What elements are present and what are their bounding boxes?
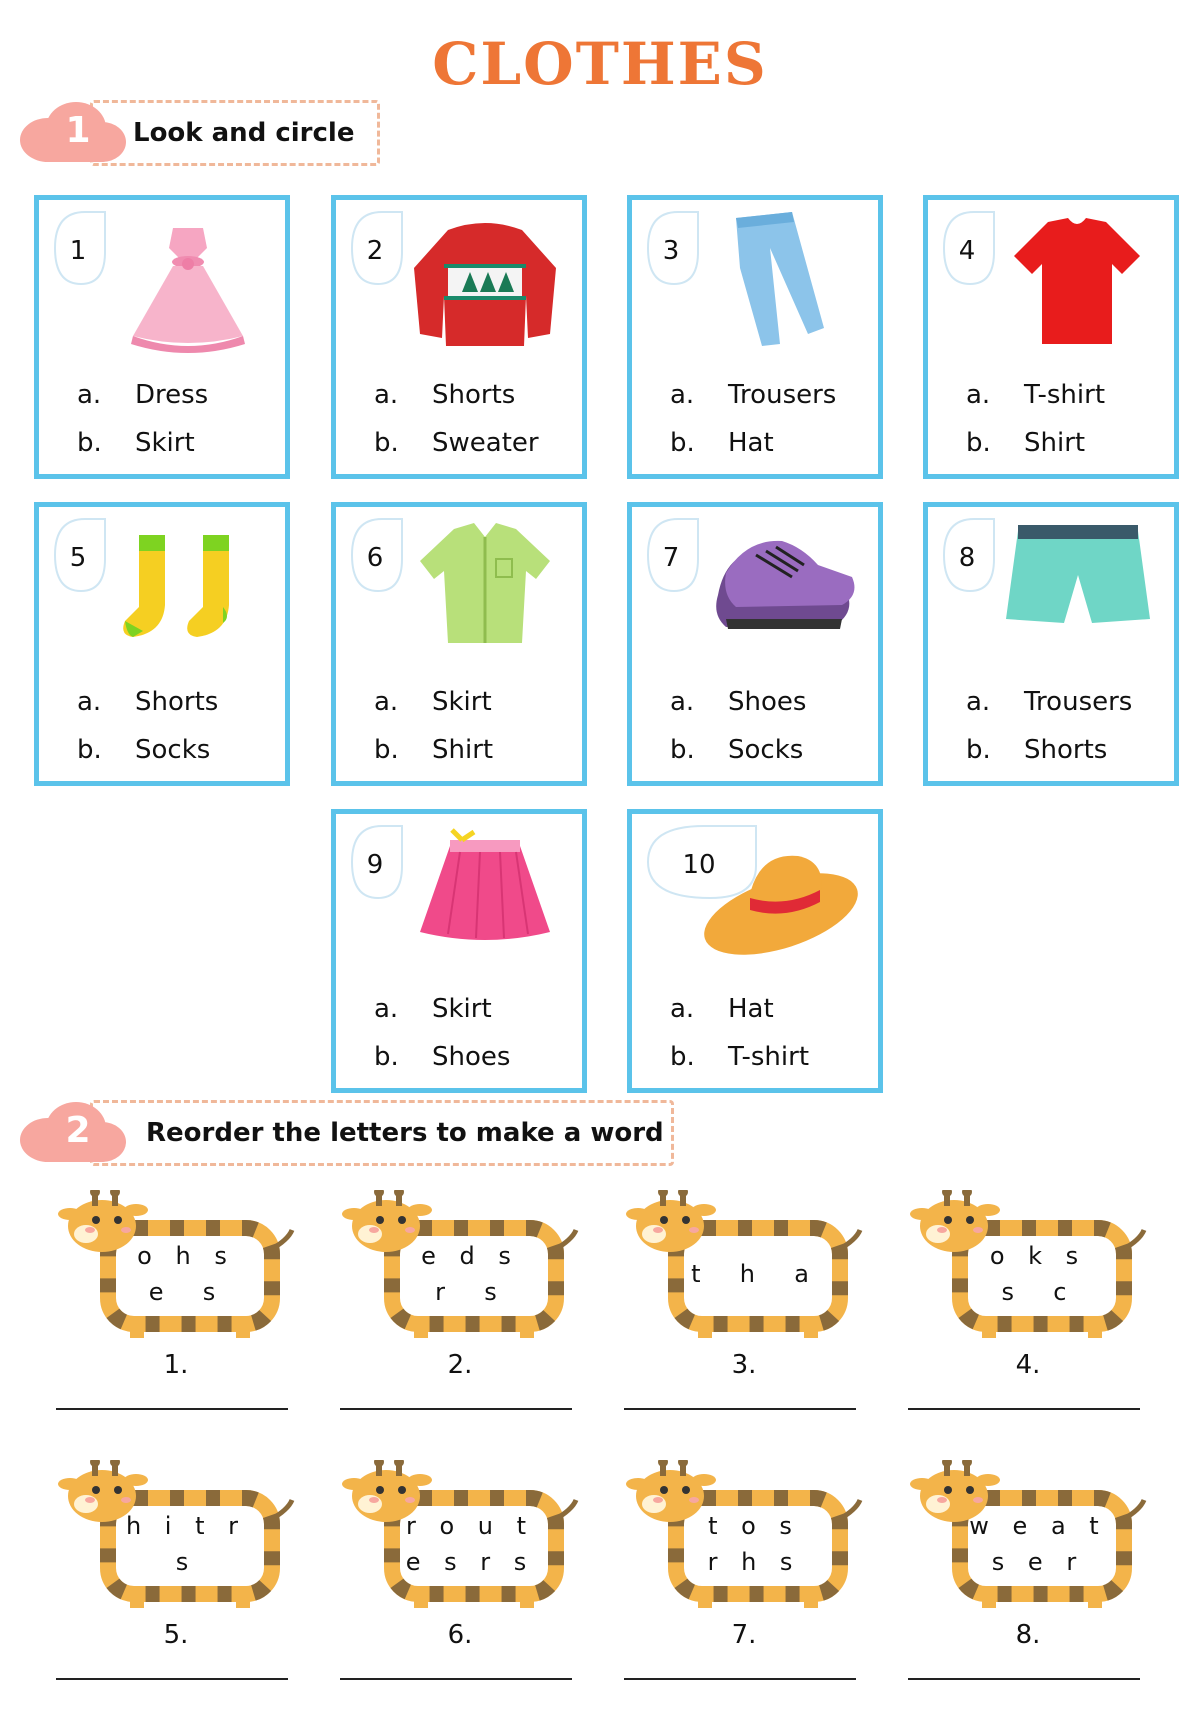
scrambled-letters-line-2: s: [175, 1548, 197, 1576]
option-letter: b.: [77, 735, 102, 765]
option-letter: a.: [374, 380, 399, 410]
reorder-item: [56, 1190, 296, 1450]
picture-card: [627, 195, 883, 479]
scrambled-letters-line-1: o h s: [137, 1242, 235, 1270]
scrambled-letters-line-1: t h a: [691, 1260, 817, 1288]
answer-line[interactable]: [908, 1678, 1140, 1680]
card-number: 6: [366, 543, 384, 573]
scrambled-letters-line-1: t o s: [708, 1512, 800, 1540]
option-word: T-shirt: [728, 1042, 810, 1072]
reorder-item: [624, 1190, 864, 1450]
option-letter: b.: [374, 1042, 399, 1072]
answer-line[interactable]: [340, 1678, 572, 1680]
option-letter: a.: [670, 994, 695, 1024]
reorder-item: [624, 1460, 864, 1720]
yellow-socks-icon: [103, 515, 273, 665]
option-word: Trousers: [1024, 687, 1133, 717]
picture-card: [923, 195, 1179, 479]
scrambled-letters-line-2: s e r: [991, 1548, 1085, 1576]
pink-dress-icon: [103, 208, 273, 358]
option-word: Shirt: [432, 735, 494, 765]
option-word: T-shirt: [1024, 380, 1106, 410]
scrambled-letters-line-2: r h s: [707, 1548, 801, 1576]
option-word: Hat: [728, 428, 774, 458]
option-letter: b.: [77, 428, 102, 458]
red-tshirt-icon: [992, 208, 1162, 358]
option-word: Skirt: [135, 428, 195, 458]
option-letter: a.: [670, 380, 695, 410]
answer-line[interactable]: [340, 1408, 572, 1410]
option-letter: b.: [374, 735, 399, 765]
option-word: Trousers: [728, 380, 837, 410]
page-title: CLOTHES: [432, 30, 768, 98]
scrambled-letters-line-2: e s r s: [405, 1548, 535, 1576]
option-word: Sweater: [432, 428, 539, 458]
option-letter: a.: [966, 687, 991, 717]
picture-card: [923, 502, 1179, 786]
item-number: 1.: [163, 1350, 189, 1380]
item-number: 2.: [447, 1350, 473, 1380]
option-letter: b.: [374, 428, 399, 458]
section-number: 2: [65, 1110, 91, 1151]
item-number: 6.: [447, 1620, 473, 1650]
card-number: 8: [958, 543, 976, 573]
teal-shorts-icon: [992, 515, 1162, 665]
option-letter: a.: [374, 994, 399, 1024]
reorder-item: [340, 1460, 580, 1720]
section-header-reorder: [18, 1098, 678, 1170]
section-header-look-and-circle: [18, 98, 388, 170]
scrambled-letters-line-1: e d s: [421, 1242, 519, 1270]
card-number: 4: [958, 236, 976, 266]
option-word: Shoes: [728, 687, 807, 717]
pink-skirt-icon: [400, 822, 570, 972]
option-letter: b.: [670, 428, 695, 458]
option-letter: b.: [670, 1042, 695, 1072]
option-word: Shorts: [1024, 735, 1108, 765]
option-letter: a.: [374, 687, 399, 717]
picture-card: [34, 502, 290, 786]
answer-line[interactable]: [56, 1678, 288, 1680]
item-number: 8.: [1015, 1620, 1041, 1650]
option-word: Socks: [135, 735, 211, 765]
jeans-icon: [696, 208, 866, 358]
option-word: Dress: [135, 380, 209, 410]
answer-line[interactable]: [56, 1408, 288, 1410]
scrambled-letters-line-1: o k s: [989, 1242, 1087, 1270]
item-number: 5.: [163, 1620, 189, 1650]
answer-line[interactable]: [624, 1678, 856, 1680]
scrambled-letters-line-2: s c: [1001, 1278, 1075, 1306]
picture-card: [331, 195, 587, 479]
option-letter: b.: [966, 428, 991, 458]
reorder-item: [908, 1460, 1148, 1720]
picture-card: [331, 502, 587, 786]
option-letter: a.: [966, 380, 991, 410]
card-number: 2: [366, 236, 384, 266]
option-letter: a.: [77, 380, 102, 410]
card-number: 1: [69, 236, 87, 266]
picture-card: [627, 809, 883, 1093]
option-word: Shirt: [1024, 428, 1086, 458]
reorder-item: [908, 1190, 1148, 1450]
purple-shoes-icon: [696, 515, 866, 665]
picture-card: [331, 809, 587, 1093]
answer-line[interactable]: [908, 1408, 1140, 1410]
scrambled-letters-line-2: e s: [148, 1278, 224, 1306]
section-number: 1: [65, 110, 91, 151]
option-word: Shorts: [135, 687, 219, 717]
reorder-item: [56, 1460, 296, 1720]
option-word: Skirt: [432, 687, 492, 717]
item-number: 7.: [731, 1620, 757, 1650]
section-label: Reorder the letters to make a word: [146, 1118, 664, 1148]
answer-line[interactable]: [624, 1408, 856, 1410]
item-number: 3.: [731, 1350, 757, 1380]
option-word: Socks: [728, 735, 804, 765]
option-word: Shoes: [432, 1042, 511, 1072]
card-number: 7: [662, 543, 680, 573]
scrambled-letters-line-1: w e a t: [969, 1512, 1107, 1540]
green-shirt-icon: [400, 515, 570, 665]
item-number: 4.: [1015, 1350, 1041, 1380]
scrambled-letters-line-1: h i t r: [125, 1512, 247, 1540]
option-letter: a.: [670, 687, 695, 717]
picture-card: [627, 502, 883, 786]
scrambled-letters-line-2: r s: [435, 1278, 505, 1306]
card-number: 3: [662, 236, 680, 266]
scrambled-letters-line-1: r o u t: [405, 1512, 535, 1540]
red-sweater-icon: [400, 208, 570, 358]
orange-hat-icon: [696, 822, 866, 972]
option-word: Hat: [728, 994, 774, 1024]
option-letter: a.: [77, 687, 102, 717]
section-label: Look and circle: [133, 118, 355, 148]
option-word: Skirt: [432, 994, 492, 1024]
option-letter: b.: [670, 735, 695, 765]
card-number: 9: [366, 850, 384, 880]
option-word: Shorts: [432, 380, 516, 410]
reorder-item: [340, 1190, 580, 1450]
picture-card: [34, 195, 290, 479]
option-letter: b.: [966, 735, 991, 765]
card-number: 5: [69, 543, 87, 573]
card-number: 10: [682, 850, 716, 880]
